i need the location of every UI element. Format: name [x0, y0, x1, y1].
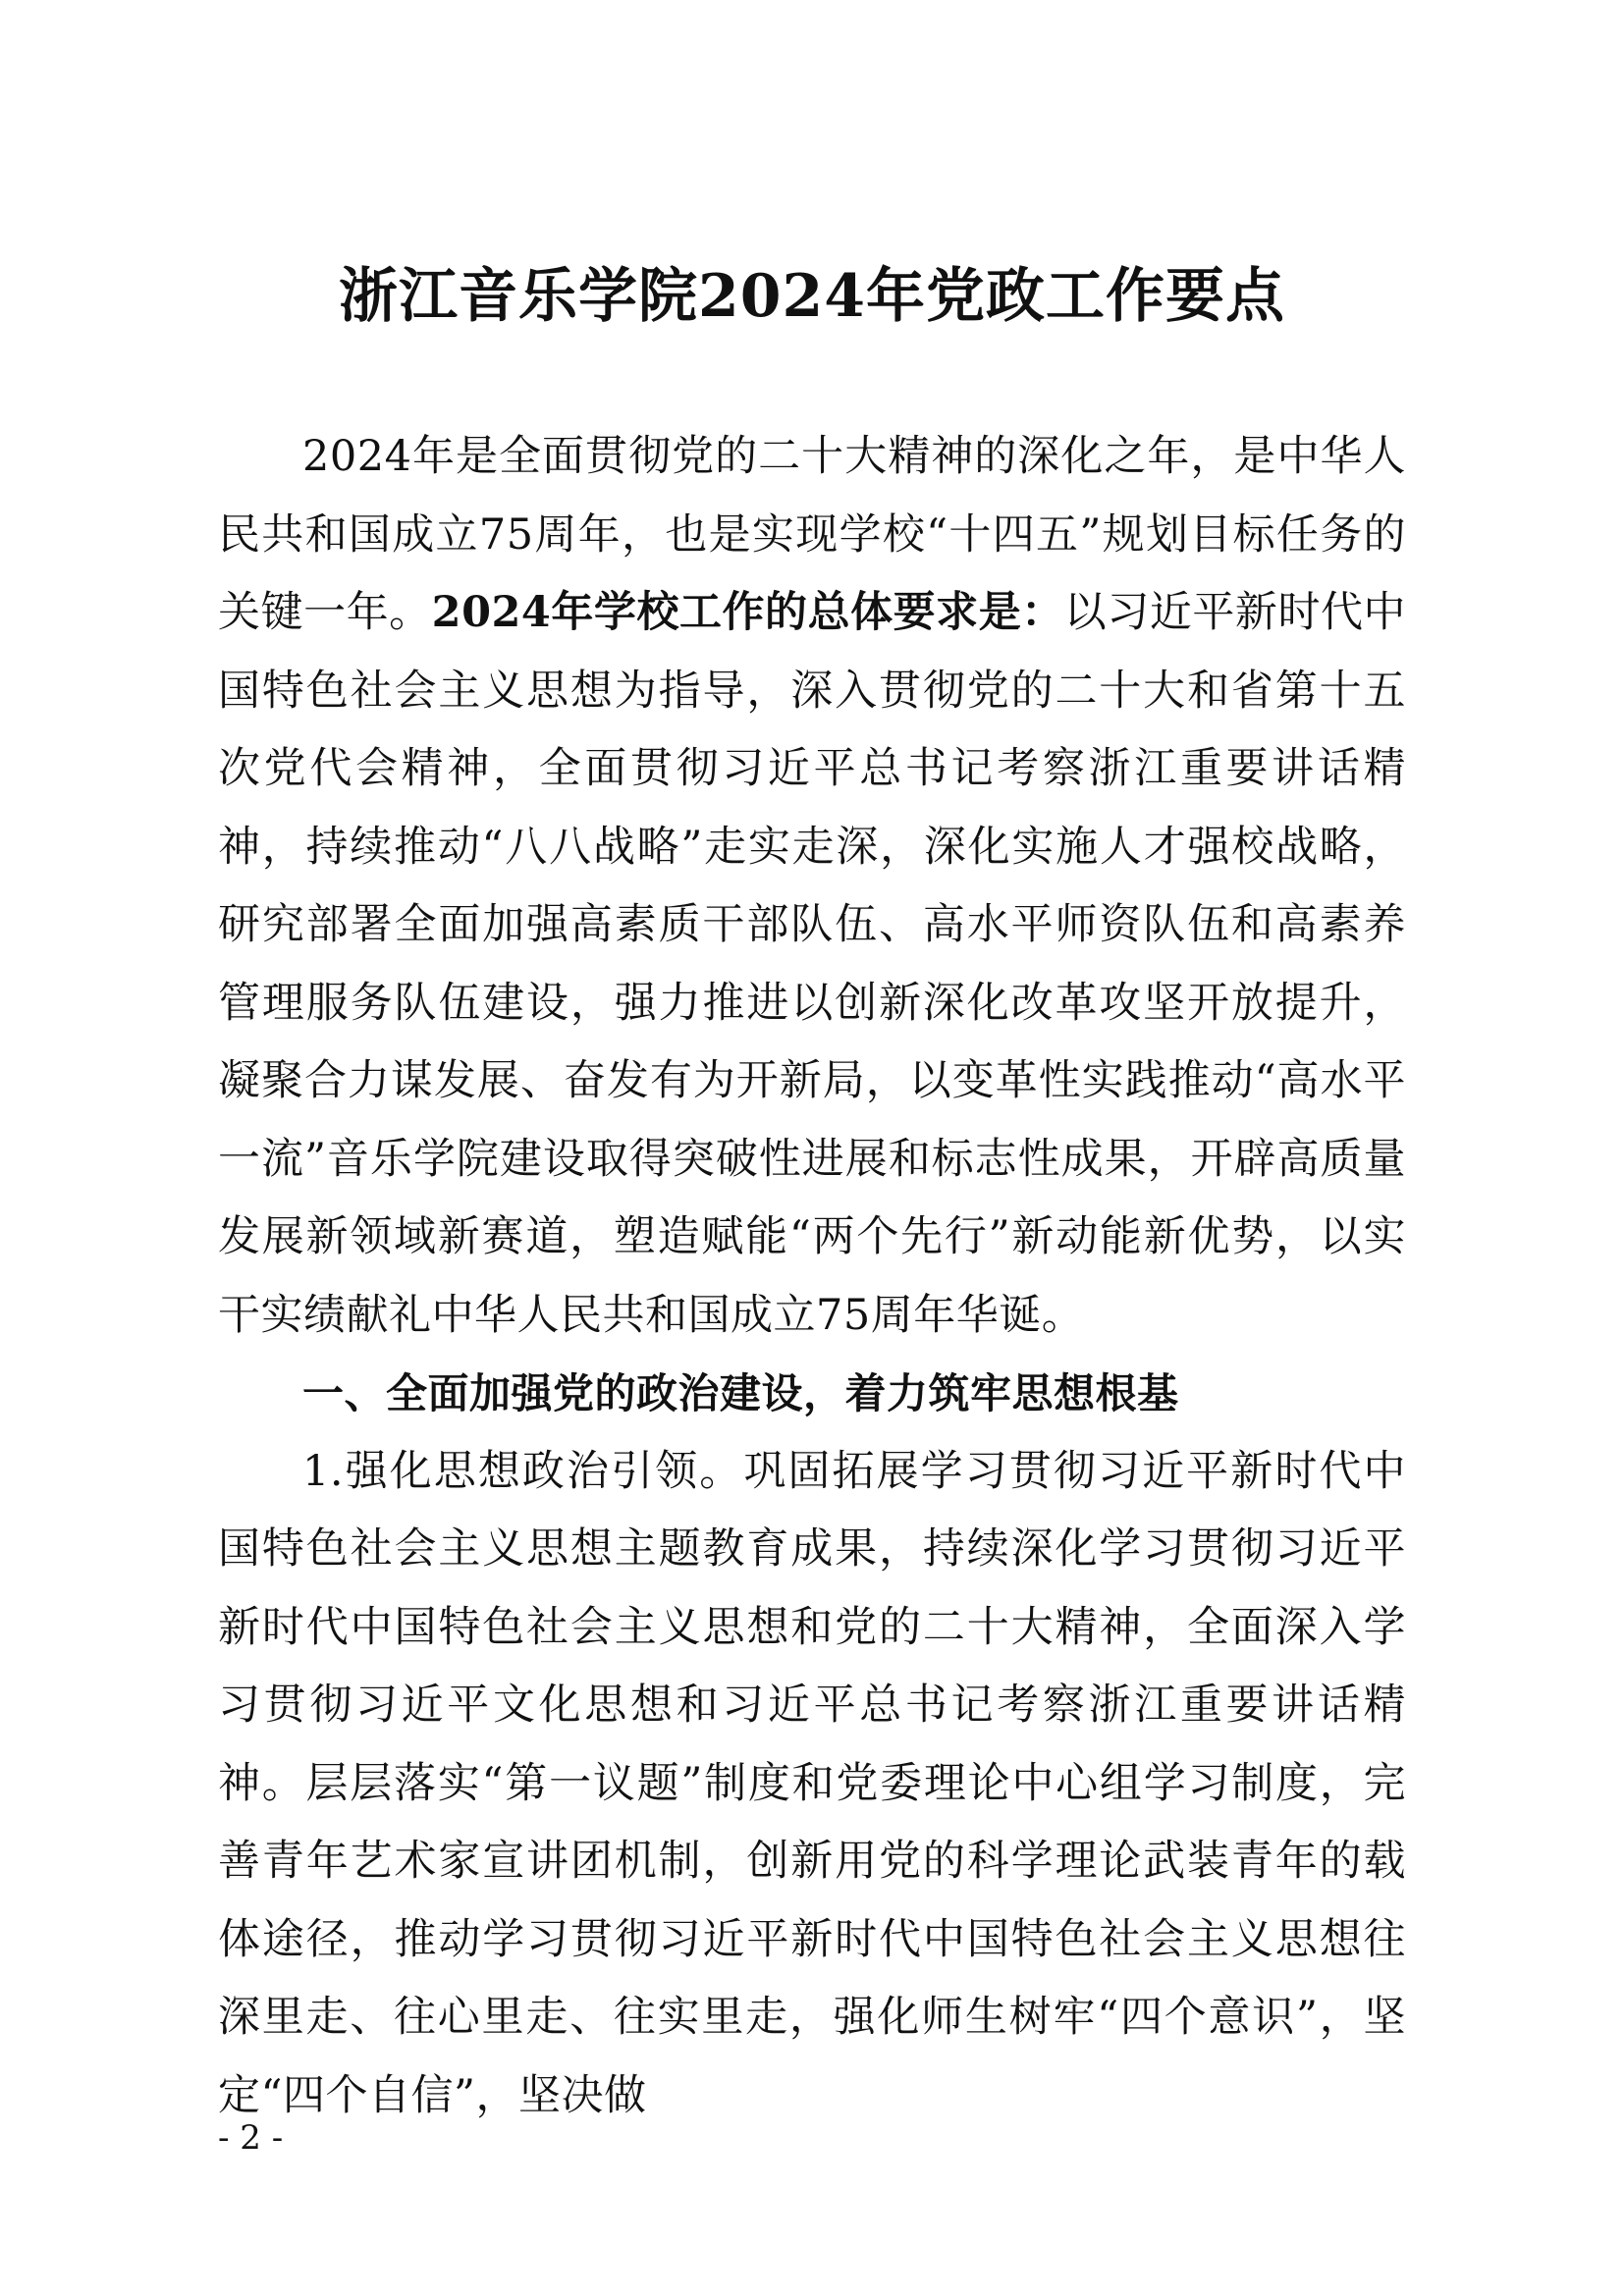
intro-text-part3: 以习近平新时代中国特色社会主义思想为指导，深入贯彻党的二十大和省第十五次党代会精神，全面贯彻习近平总书记考察浙江重要讲话精神，持续推动“八八战略”走实走深，深化实施人才强校战略，研究部署全面加强高素质干部队伍、高水平师资队伍和高素养管理服务队伍建设，强力推进以创新深化改革攻坚开放提升，凝聚合力谋发展、奋发有为开新局，以变革性实践推动“高水平一流”音乐学院建设取得突破性进展和标志性成果，开辟高质量发展新领域新赛道，塑造赋能“两个先行”新动能新优势，以实干实绩献礼中华人民共和国成立75周年华诞。: [218, 588, 1407, 1340]
intro-paragraph: [218, 418, 1406, 1355]
page-number: - 2 -: [218, 2118, 284, 2158]
item-paragraph-1: 1.强化思想政治引领。巩固拓展学习贯彻习近平新时代中国特色社会主义思想主题教育成果，持续深化学习贯彻习近平新时代中国特色社会主义思想和党的二十大精神，全面深入学习贯彻习近平文化思想和习近平总书记考察浙江重要讲话精神。层层落实“第一议题”制度和党委理论中心组学习制度，完善青年艺术家宣讲团机制，创新用党的科学理论武装青年的载体途径，推动学习贯彻习近平新时代中国特色社会主义思想往深里走、往心里走、往实里走，强化师生树牢“四个意识”，坚定“四个自信”，坚决做: [218, 1446, 1406, 2120]
intro-text-part1: 2024年是全面贯彻党的二十大精神的深化之年，是中华人民共和国成立75周年，也是实现学校“十四五”规划目标任务的关键一年。: [218, 432, 1406, 637]
intro-text-bold: 2024年学校工作的总体要求是：: [431, 588, 1064, 637]
section-heading-1: 一、全面加强党的政治建设，着力筑牢思想根基: [302, 1369, 1179, 1417]
document-body: [218, 418, 1406, 2135]
document-title: 浙江音乐学院2024年党政工作要点: [339, 262, 1285, 331]
